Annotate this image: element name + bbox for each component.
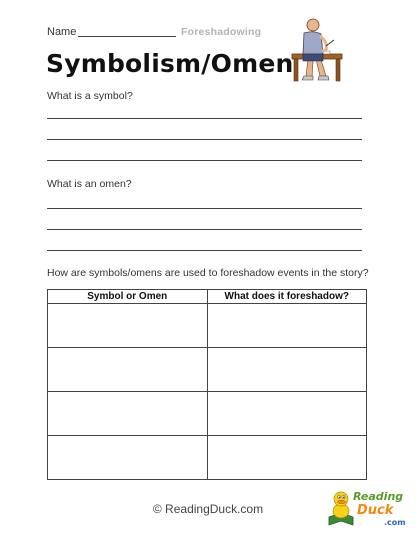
answer-line[interactable] [47,160,362,161]
svg-text:.com: .com [384,518,406,527]
table-row [48,348,367,392]
question-omen: What is an omen? [47,178,132,190]
answer-line[interactable] [47,250,362,251]
svg-text:Reading: Reading [353,490,404,503]
table-cell[interactable] [207,304,367,348]
table-cell[interactable] [48,348,208,392]
table-cell[interactable] [207,348,367,392]
question-foreshadow: How are symbols/omens are used to foreshadow events in the story? [47,267,369,279]
name-field[interactable] [78,36,176,37]
reading-duck-logo-icon [327,487,407,529]
answer-line[interactable] [47,208,362,209]
svg-text:Duck: Duck [357,503,394,518]
table-cell[interactable] [207,436,367,480]
table-cell[interactable] [48,392,208,436]
answer-line[interactable] [47,139,362,140]
footer-copyright: © ReadingDuck.com [152,502,264,516]
table-row [48,436,367,480]
symbol-table [47,289,367,480]
name-label: Name [47,26,77,38]
table-row [48,304,367,348]
student-at-desk-icon [286,16,346,82]
table-row [48,392,367,436]
table-header-row [48,290,367,304]
table-cell[interactable] [48,436,208,480]
question-symbol: What is a symbol? [47,90,133,102]
table-cell[interactable] [48,304,208,348]
column-header-foreshadow: What does it foreshadow? [207,290,367,304]
table-cell[interactable] [207,392,367,436]
topic-label: Foreshadowing [181,26,262,38]
column-header-symbol: Symbol or Omen [48,290,208,304]
page-title: Symbolism/Omen [46,49,294,78]
answer-line[interactable] [47,229,362,230]
answer-line[interactable] [47,118,362,119]
